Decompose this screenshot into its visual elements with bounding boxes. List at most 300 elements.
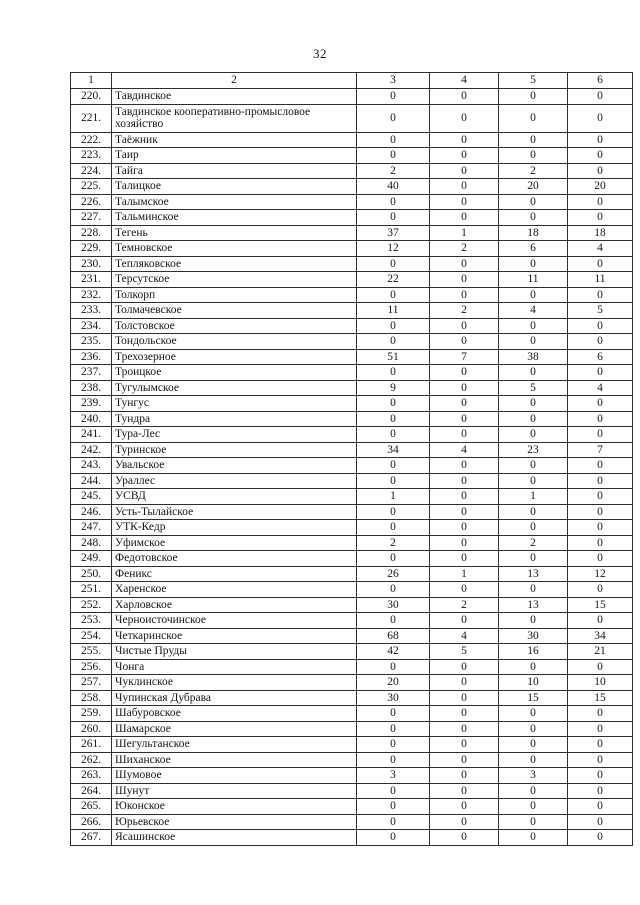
value-cell: 2 — [430, 241, 499, 257]
table-row — [71, 768, 633, 784]
value-cell: 5 — [430, 644, 499, 660]
value-cell: 0 — [430, 287, 499, 303]
table-row — [71, 349, 633, 365]
row-number: 257. — [71, 675, 112, 691]
value-cell: 0 — [357, 706, 430, 722]
value-cell: 0 — [430, 334, 499, 350]
value-cell: 0 — [568, 737, 633, 753]
value-cell: 0 — [357, 365, 430, 381]
table-row — [71, 799, 633, 815]
value-cell: 0 — [430, 163, 499, 179]
value-cell: 12 — [568, 566, 633, 582]
entity-name: Юрьевское — [112, 814, 357, 830]
entity-name: Трехозерное — [112, 349, 357, 365]
table-row — [71, 504, 633, 520]
row-number: 231. — [71, 272, 112, 288]
row-number: 230. — [71, 256, 112, 272]
value-cell: 0 — [568, 551, 633, 567]
value-cell: 0 — [568, 706, 633, 722]
value-cell: 0 — [430, 768, 499, 784]
value-cell: 0 — [357, 799, 430, 815]
page-number: 32 — [313, 46, 327, 61]
value-cell: 0 — [568, 210, 633, 226]
value-cell: 0 — [568, 489, 633, 505]
table-row — [71, 613, 633, 629]
row-number: 264. — [71, 783, 112, 799]
row-number: 236. — [71, 349, 112, 365]
column-header: 1 — [71, 73, 112, 89]
table-row — [71, 318, 633, 334]
value-cell: 0 — [499, 504, 568, 520]
entity-name: Шегультанское — [112, 737, 357, 753]
value-cell: 0 — [568, 256, 633, 272]
entity-name: Чуклинское — [112, 675, 357, 691]
table-row — [71, 628, 633, 644]
value-cell: 0 — [357, 830, 430, 846]
table-row — [71, 442, 633, 458]
table-row — [71, 427, 633, 443]
value-cell: 0 — [357, 783, 430, 799]
row-number: 242. — [71, 442, 112, 458]
table-row — [71, 830, 633, 846]
value-cell: 0 — [357, 396, 430, 412]
row-number: 225. — [71, 179, 112, 195]
value-cell: 0 — [357, 504, 430, 520]
value-cell: 2 — [430, 303, 499, 319]
entity-name: Терсутское — [112, 272, 357, 288]
value-cell: 13 — [499, 597, 568, 613]
value-cell: 0 — [357, 814, 430, 830]
value-cell: 0 — [430, 132, 499, 148]
row-number: 260. — [71, 721, 112, 737]
table-row — [71, 783, 633, 799]
row-number: 250. — [71, 566, 112, 582]
value-cell: 0 — [357, 318, 430, 334]
table-row — [71, 287, 633, 303]
table-row — [71, 597, 633, 613]
table-row — [71, 551, 633, 567]
value-cell: 0 — [568, 535, 633, 551]
entity-name: Юконское — [112, 799, 357, 815]
column-header: 2 — [112, 73, 357, 89]
entity-name: Четкаринское — [112, 628, 357, 644]
table-row — [71, 241, 633, 257]
value-cell: 0 — [430, 473, 499, 489]
entity-name: УТК-Кедр — [112, 520, 357, 536]
value-cell: 0 — [430, 799, 499, 815]
value-cell: 0 — [357, 148, 430, 164]
row-number: 234. — [71, 318, 112, 334]
entity-name: Таёжник — [112, 132, 357, 148]
table-row — [71, 489, 633, 505]
entity-name: Харловское — [112, 597, 357, 613]
value-cell: 0 — [430, 551, 499, 567]
value-cell: 51 — [357, 349, 430, 365]
value-cell: 0 — [499, 659, 568, 675]
value-cell: 0 — [499, 830, 568, 846]
value-cell: 23 — [499, 442, 568, 458]
value-cell: 3 — [357, 768, 430, 784]
column-header: 6 — [568, 73, 633, 89]
table-row — [71, 179, 633, 195]
row-number: 233. — [71, 303, 112, 319]
entity-name: Тундра — [112, 411, 357, 427]
value-cell: 10 — [499, 675, 568, 691]
table-row — [71, 659, 633, 675]
value-cell: 0 — [357, 194, 430, 210]
table-row — [71, 458, 633, 474]
row-number: 223. — [71, 148, 112, 164]
entity-name: Чупинская Дубрава — [112, 690, 357, 706]
table-row — [71, 411, 633, 427]
entity-name: Таир — [112, 148, 357, 164]
value-cell: 26 — [357, 566, 430, 582]
data-table — [70, 72, 633, 846]
entity-name: Харенское — [112, 582, 357, 598]
entity-name: Темновское — [112, 241, 357, 257]
value-cell: 1 — [430, 566, 499, 582]
value-cell: 0 — [357, 89, 430, 105]
value-cell: 21 — [568, 644, 633, 660]
value-cell: 0 — [499, 287, 568, 303]
value-cell: 30 — [499, 628, 568, 644]
row-number: 239. — [71, 396, 112, 412]
value-cell: 0 — [499, 318, 568, 334]
value-cell: 0 — [357, 582, 430, 598]
table-row — [71, 706, 633, 722]
value-cell: 0 — [430, 814, 499, 830]
value-cell: 0 — [430, 783, 499, 799]
row-number: 247. — [71, 520, 112, 536]
value-cell: 0 — [568, 659, 633, 675]
entity-name: Толкорп — [112, 287, 357, 303]
table-row — [71, 737, 633, 753]
table-header-row — [71, 73, 633, 89]
row-number: 224. — [71, 163, 112, 179]
value-cell: 0 — [568, 783, 633, 799]
table-row — [71, 132, 633, 148]
row-number: 240. — [71, 411, 112, 427]
entity-name: Тепляковское — [112, 256, 357, 272]
value-cell: 0 — [499, 706, 568, 722]
table-row — [71, 582, 633, 598]
entity-name: Тунгус — [112, 396, 357, 412]
value-cell: 0 — [430, 535, 499, 551]
value-cell: 20 — [568, 179, 633, 195]
table-row — [71, 675, 633, 691]
entity-name: Шиханское — [112, 752, 357, 768]
value-cell: 22 — [357, 272, 430, 288]
entity-name: Туринское — [112, 442, 357, 458]
value-cell: 0 — [430, 706, 499, 722]
row-number: 265. — [71, 799, 112, 815]
value-cell: 0 — [499, 365, 568, 381]
table-row — [71, 380, 633, 396]
value-cell: 0 — [357, 287, 430, 303]
value-cell: 9 — [357, 380, 430, 396]
value-cell: 11 — [357, 303, 430, 319]
value-cell: 0 — [430, 89, 499, 105]
value-cell: 68 — [357, 628, 430, 644]
entity-name: Ураллес — [112, 473, 357, 489]
row-number: 258. — [71, 690, 112, 706]
value-cell: 0 — [568, 752, 633, 768]
value-cell: 0 — [499, 89, 568, 105]
value-cell: 0 — [430, 458, 499, 474]
value-cell: 1 — [357, 489, 430, 505]
value-cell: 0 — [499, 104, 568, 132]
value-cell: 34 — [357, 442, 430, 458]
value-cell: 0 — [499, 256, 568, 272]
value-cell: 0 — [499, 814, 568, 830]
value-cell: 0 — [499, 396, 568, 412]
value-cell: 0 — [430, 365, 499, 381]
table-body — [71, 89, 633, 846]
value-cell: 18 — [499, 225, 568, 241]
table-header — [71, 73, 633, 89]
value-cell: 2 — [357, 163, 430, 179]
value-cell: 3 — [499, 768, 568, 784]
value-cell: 0 — [568, 163, 633, 179]
value-cell: 0 — [430, 396, 499, 412]
row-number: 267. — [71, 830, 112, 846]
table-row — [71, 89, 633, 105]
row-number: 232. — [71, 287, 112, 303]
row-number: 245. — [71, 489, 112, 505]
entity-name: Тавдинское кооперативно-промысловое хозяйство — [112, 104, 357, 132]
value-cell: 0 — [357, 752, 430, 768]
row-number: 238. — [71, 380, 112, 396]
value-cell: 0 — [568, 458, 633, 474]
entity-name: Уфимское — [112, 535, 357, 551]
value-cell: 0 — [430, 830, 499, 846]
table-row — [71, 163, 633, 179]
value-cell: 16 — [499, 644, 568, 660]
value-cell: 1 — [499, 489, 568, 505]
value-cell: 0 — [499, 613, 568, 629]
value-cell: 42 — [357, 644, 430, 660]
entity-name: Троицкое — [112, 365, 357, 381]
row-number: 263. — [71, 768, 112, 784]
value-cell: 0 — [568, 504, 633, 520]
value-cell: 0 — [499, 799, 568, 815]
row-number: 235. — [71, 334, 112, 350]
value-cell: 0 — [499, 783, 568, 799]
value-cell: 0 — [430, 427, 499, 443]
entity-name: Федотовское — [112, 551, 357, 567]
table-row — [71, 148, 633, 164]
entity-name: Черноисточинское — [112, 613, 357, 629]
value-cell: 0 — [357, 210, 430, 226]
table-row — [71, 644, 633, 660]
value-cell: 0 — [568, 799, 633, 815]
value-cell: 0 — [568, 721, 633, 737]
value-cell: 12 — [357, 241, 430, 257]
value-cell: 0 — [430, 210, 499, 226]
value-cell: 15 — [568, 597, 633, 613]
value-cell: 0 — [430, 272, 499, 288]
value-cell: 20 — [499, 179, 568, 195]
value-cell: 0 — [430, 582, 499, 598]
value-cell: 5 — [499, 380, 568, 396]
table-row — [71, 303, 633, 319]
row-number: 227. — [71, 210, 112, 226]
value-cell: 0 — [357, 473, 430, 489]
value-cell: 0 — [499, 458, 568, 474]
value-cell: 7 — [430, 349, 499, 365]
value-cell: 0 — [430, 179, 499, 195]
value-cell: 0 — [568, 89, 633, 105]
row-number: 237. — [71, 365, 112, 381]
entity-name: Тура-Лес — [112, 427, 357, 443]
value-cell: 0 — [430, 411, 499, 427]
value-cell: 0 — [568, 396, 633, 412]
value-cell: 20 — [357, 675, 430, 691]
row-number: 248. — [71, 535, 112, 551]
value-cell: 4 — [568, 380, 633, 396]
value-cell: 4 — [568, 241, 633, 257]
table-row — [71, 535, 633, 551]
value-cell: 0 — [568, 427, 633, 443]
entity-name: Чистые Пруды — [112, 644, 357, 660]
entity-name: Талымское — [112, 194, 357, 210]
row-number: 241. — [71, 427, 112, 443]
value-cell: 0 — [568, 411, 633, 427]
value-cell: 0 — [357, 334, 430, 350]
value-cell: 0 — [568, 365, 633, 381]
value-cell: 0 — [568, 287, 633, 303]
row-number: 228. — [71, 225, 112, 241]
value-cell: 0 — [499, 427, 568, 443]
value-cell: 0 — [568, 194, 633, 210]
table-row — [71, 210, 633, 226]
value-cell: 2 — [499, 163, 568, 179]
entity-name: Тальминское — [112, 210, 357, 226]
value-cell: 0 — [568, 148, 633, 164]
column-header: 3 — [357, 73, 430, 89]
value-cell: 0 — [357, 737, 430, 753]
row-number: 251. — [71, 582, 112, 598]
entity-name: УСВД — [112, 489, 357, 505]
value-cell: 0 — [357, 458, 430, 474]
value-cell: 0 — [430, 256, 499, 272]
value-cell: 37 — [357, 225, 430, 241]
value-cell: 0 — [499, 551, 568, 567]
value-cell: 0 — [430, 318, 499, 334]
row-number: 259. — [71, 706, 112, 722]
value-cell: 0 — [430, 148, 499, 164]
value-cell: 0 — [430, 675, 499, 691]
table-row — [71, 566, 633, 582]
entity-name: Чонга — [112, 659, 357, 675]
value-cell: 0 — [430, 194, 499, 210]
value-cell: 0 — [568, 768, 633, 784]
row-number: 226. — [71, 194, 112, 210]
table-row — [71, 256, 633, 272]
value-cell: 0 — [568, 104, 633, 132]
value-cell: 0 — [430, 489, 499, 505]
value-cell: 38 — [499, 349, 568, 365]
row-number: 220. — [71, 89, 112, 105]
table-row — [71, 520, 633, 536]
value-cell: 0 — [357, 411, 430, 427]
value-cell: 6 — [568, 349, 633, 365]
value-cell: 0 — [430, 659, 499, 675]
row-number: 262. — [71, 752, 112, 768]
value-cell: 2 — [357, 535, 430, 551]
row-number: 246. — [71, 504, 112, 520]
value-cell: 5 — [568, 303, 633, 319]
entity-name: Шамарское — [112, 721, 357, 737]
entity-name: Тавдинское — [112, 89, 357, 105]
entity-name: Увальское — [112, 458, 357, 474]
value-cell: 11 — [568, 272, 633, 288]
value-cell: 0 — [430, 721, 499, 737]
value-cell: 0 — [357, 427, 430, 443]
entity-name: Ясашинское — [112, 830, 357, 846]
row-number: 249. — [71, 551, 112, 567]
table-row — [71, 365, 633, 381]
table-row — [71, 814, 633, 830]
entity-name: Шумовое — [112, 768, 357, 784]
value-cell: 15 — [568, 690, 633, 706]
value-cell: 2 — [430, 597, 499, 613]
entity-name: Усть-Тылайское — [112, 504, 357, 520]
value-cell: 1 — [430, 225, 499, 241]
value-cell: 0 — [499, 210, 568, 226]
row-number: 256. — [71, 659, 112, 675]
table-row — [71, 721, 633, 737]
value-cell: 0 — [499, 737, 568, 753]
value-cell: 0 — [568, 520, 633, 536]
entity-name: Талицкое — [112, 179, 357, 195]
value-cell: 0 — [568, 318, 633, 334]
table-row — [71, 225, 633, 241]
value-cell: 0 — [499, 334, 568, 350]
value-cell: 11 — [499, 272, 568, 288]
value-cell: 0 — [499, 148, 568, 164]
entity-name: Толстовское — [112, 318, 357, 334]
value-cell: 4 — [430, 628, 499, 644]
value-cell: 2 — [499, 535, 568, 551]
entity-name: Толмачевское — [112, 303, 357, 319]
entity-name: Феникс — [112, 566, 357, 582]
value-cell: 0 — [499, 582, 568, 598]
value-cell: 34 — [568, 628, 633, 644]
value-cell: 0 — [357, 613, 430, 629]
entity-name: Шунут — [112, 783, 357, 799]
value-cell: 40 — [357, 179, 430, 195]
value-cell: 0 — [568, 582, 633, 598]
value-cell: 0 — [499, 132, 568, 148]
table-row — [71, 752, 633, 768]
row-number: 255. — [71, 644, 112, 660]
value-cell: 0 — [499, 721, 568, 737]
value-cell: 4 — [499, 303, 568, 319]
row-number: 221. — [71, 104, 112, 132]
value-cell: 0 — [568, 814, 633, 830]
value-cell: 10 — [568, 675, 633, 691]
row-number: 266. — [71, 814, 112, 830]
value-cell: 0 — [430, 104, 499, 132]
row-number: 253. — [71, 613, 112, 629]
column-header: 4 — [430, 73, 499, 89]
value-cell: 0 — [357, 520, 430, 536]
value-cell: 0 — [430, 690, 499, 706]
value-cell: 13 — [499, 566, 568, 582]
entity-name: Тондольское — [112, 334, 357, 350]
table-row — [71, 272, 633, 288]
